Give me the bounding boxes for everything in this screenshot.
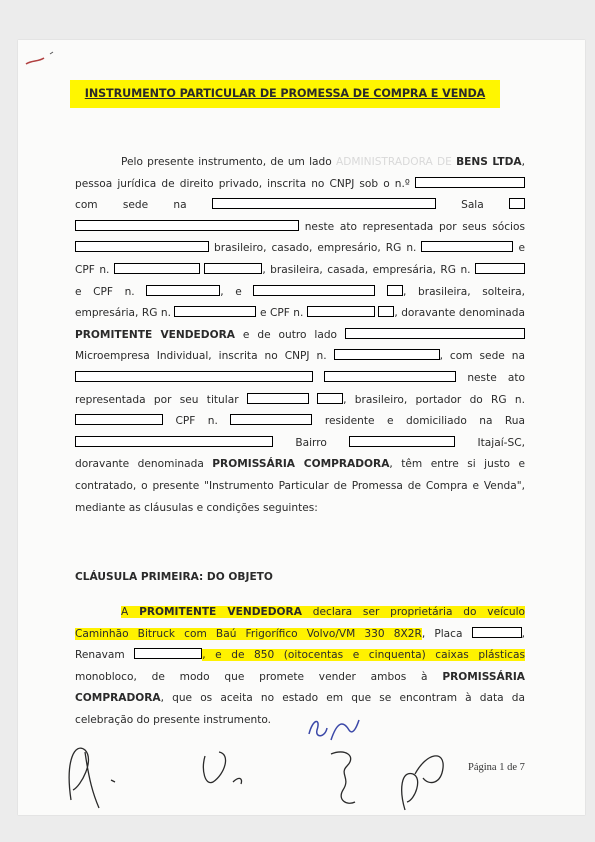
- redacted-bairro: [349, 436, 455, 447]
- redacted-placa: [472, 627, 522, 638]
- redacted-cpf-3: [307, 306, 375, 317]
- redacted-address: [212, 198, 436, 209]
- redacted-street: [75, 436, 273, 447]
- redacted-buyer-address-2: [324, 371, 456, 382]
- redacted-fragment-2: [378, 306, 394, 317]
- redacted-buyer-cpf: [230, 414, 312, 425]
- redacted-buyer-address: [75, 371, 313, 382]
- page-number: Página 1 de 7: [468, 762, 525, 773]
- redacted-rg-2: [475, 263, 525, 274]
- intro-paragraph: Pelo presente instrumento, de um lado ADMINISTRADORA DE BENS LTDA, pessoa jurídica de direito privado, inscrita no CNPJ sob o n.º com sede na Sala neste ato representada por seus sócios brasileiro, casado, empresário, RG n. e CPF n. , brasileira, casada, empresária, RG n. e CPF n. , e , brasileira, solteira, empresária, RG n. e CPF n. , doravante denominada PROMITENTE VENDEDORA e de outro lado Microempresa Individual, inscrita no CNPJ n. , com sede na neste ato representada por seu titular , brasileiro, portador do RG n. CPF n. residente e domiciliado na Rua Bairro Itajaí-SC, doravante denominada PROMISSÁRIA COMPRADORA, têm entre si justo e contratado, o presente "Instrumento Particular de Promessa de Compra e Venda", mediante as cláusulas e condições seguintes:: [75, 156, 526, 514]
- redacted-partner-name-2: [204, 263, 262, 274]
- redacted-fragment: [387, 285, 403, 296]
- redacted-buyer-company: [345, 328, 525, 339]
- clause-paragraph: A PROMITENTE VENDEDORA declara ser proprietária do veículo Caminhão Bitruck com Baú Frigorífico Volvo/VM 330 8X2R, Placa , Renavam , e de 850 (oitocentas e cinquenta) caixas plásticas monobloco, de modo que promete vender ambos à PROMISSÁRIA COMPRADORA, que os aceita no estado em que se encontram à data da celebração do presente instrumento.: [75, 606, 526, 726]
- redacted-address-2: [75, 220, 299, 231]
- redacted-cpf: [114, 263, 200, 274]
- redacted-buyer-cnpj: [334, 349, 440, 360]
- redacted-fragment-3: [317, 393, 343, 404]
- redacted-renavam: [134, 648, 202, 659]
- document-title: INSTRUMENTO PARTICULAR DE PROMESSA DE COMPRA E VENDA: [70, 80, 500, 108]
- redacted-cnpj: [415, 177, 525, 188]
- redacted-number: [509, 198, 525, 209]
- redacted-rg: [421, 241, 513, 252]
- redacted-partner-name: [75, 241, 209, 252]
- faded-company-name: ADMINISTRADORA DE: [335, 156, 452, 168]
- redacted-cpf-2: [146, 285, 220, 296]
- redacted-partner-name-3: [253, 285, 375, 296]
- signatures-area: [55, 730, 475, 815]
- clause-heading: CLÁUSULA PRIMEIRA: DO OBJETO: [75, 571, 273, 583]
- redacted-rg-3: [174, 306, 256, 317]
- redacted-buyer-rg: [75, 414, 163, 425]
- redacted-titular-name: [247, 393, 309, 404]
- corner-scribble: [22, 46, 62, 72]
